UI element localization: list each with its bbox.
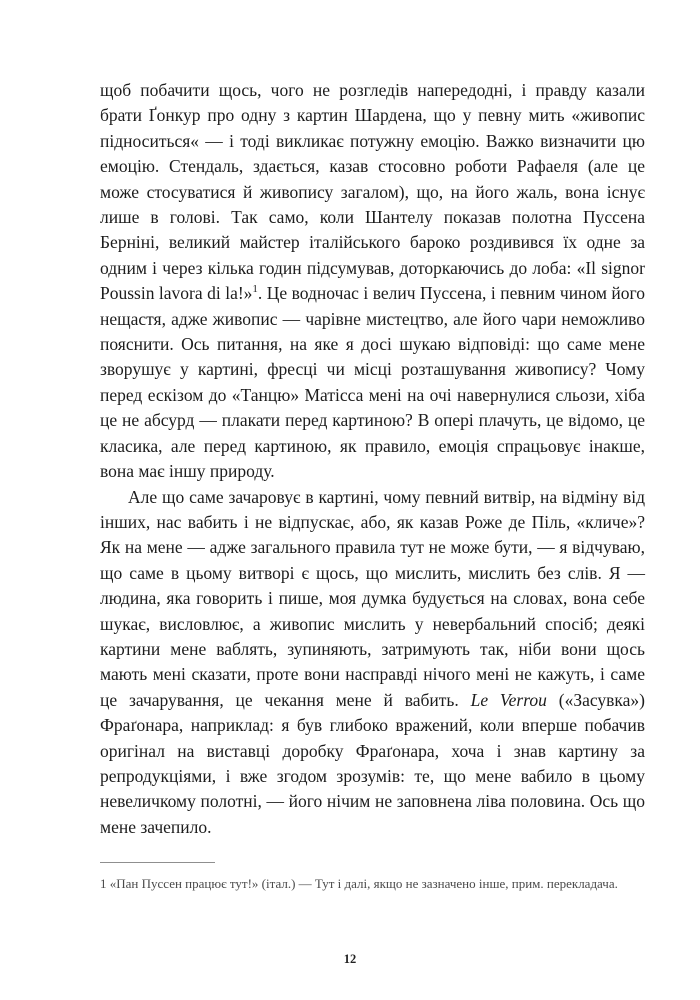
paragraph-1 (100, 78, 645, 485)
paragraph-2 (100, 485, 645, 841)
footnote-text: 1 «Пан Пуссен працює тут!» (італ.) — Тут і далі, якщо не зазначено інше, прим. перекладача. (100, 876, 618, 891)
footnote-ref-marker: 1 (252, 283, 258, 296)
footnote-divider (100, 862, 215, 863)
paragraph-2-text-continued: («Засувка») Фраґонара, наприклад: я був глибоко вражений, коли вперше побачив оригінал на виставці доробку Фраґонара, хоча і знав картину за репродукціями, і вже згодом зрозумів: те, що мене вабило в цьому невеличкому полотні, — його нічим не заповнена ліва половина. Ось що мене зачепило. (100, 689, 645, 837)
page-text (100, 78, 645, 840)
paragraph-1-text-continued: . Це водночас і велич Пуссена, і певним чином його нещастя, адже живопис — чарівне мистецтво, але його чари неможливо пояснити. Ось питання, на яке я досі шукаю відповіді: що саме мене зворушує у картині, фресці чи місці розташування живопису? Чому перед ескізом до «Танцю» Матісса мені на очі навернулися сльози, хіба це не абсурд — плакати перед картиною? В опері плачуть, це відомо, це класика, але перед картиною, як правило, емоція спрацьовує інакше, вона має іншу природу. (100, 283, 645, 482)
paragraph-2-text: Але що саме зачаровує в картині, чому певний витвір, на відміну від інших, нас вабить і не відпускає, або, як казав Роже де Піль, «кличе»? Як на мене — адже загального правила тут не може бути, — я відчуваю, що саме в цьому витворі є щось, що мислить, мислить без слів. Я — людина, яка говорить і пише, моя думка будується на словах, вона себе шукає, висловлює, а живопис мислить у невербальний спосіб; деякі картини мене ваблять, зупиняють, затримують так, ніби вони щось мають мені сказати, проте вони насправді нічого мені не кажуть, і саме це зачарування, це чекання мене й вабить. (100, 486, 645, 710)
work-title-italic: Le Verrou (470, 689, 547, 710)
footnote (100, 875, 645, 894)
paragraph-1-text: щоб побачити щось, чого не розгледів напередодні, і правду казали брати Ґонкур про одну з картин Шардена, що у певну мить «живопис підноситься« — і тоді викликає потужну емоцію. Важко визначити цю емоцію. Стендаль, здається, казав стосовно роботи Рафаеля (але це може стосуватися й живопису загалом), що, на його жаль, вона існує лише в голові. Так само, коли Шантелу показав полотна Пуссена Берніні, великий майстер італійського бароко роздивився їх одне за одним і через кілька годин підсумував, доторкаючись до лоба: «Il signor Poussin lavora di la!» (100, 80, 645, 304)
footnote-area (100, 862, 645, 894)
page-number: 12 (343, 952, 357, 966)
